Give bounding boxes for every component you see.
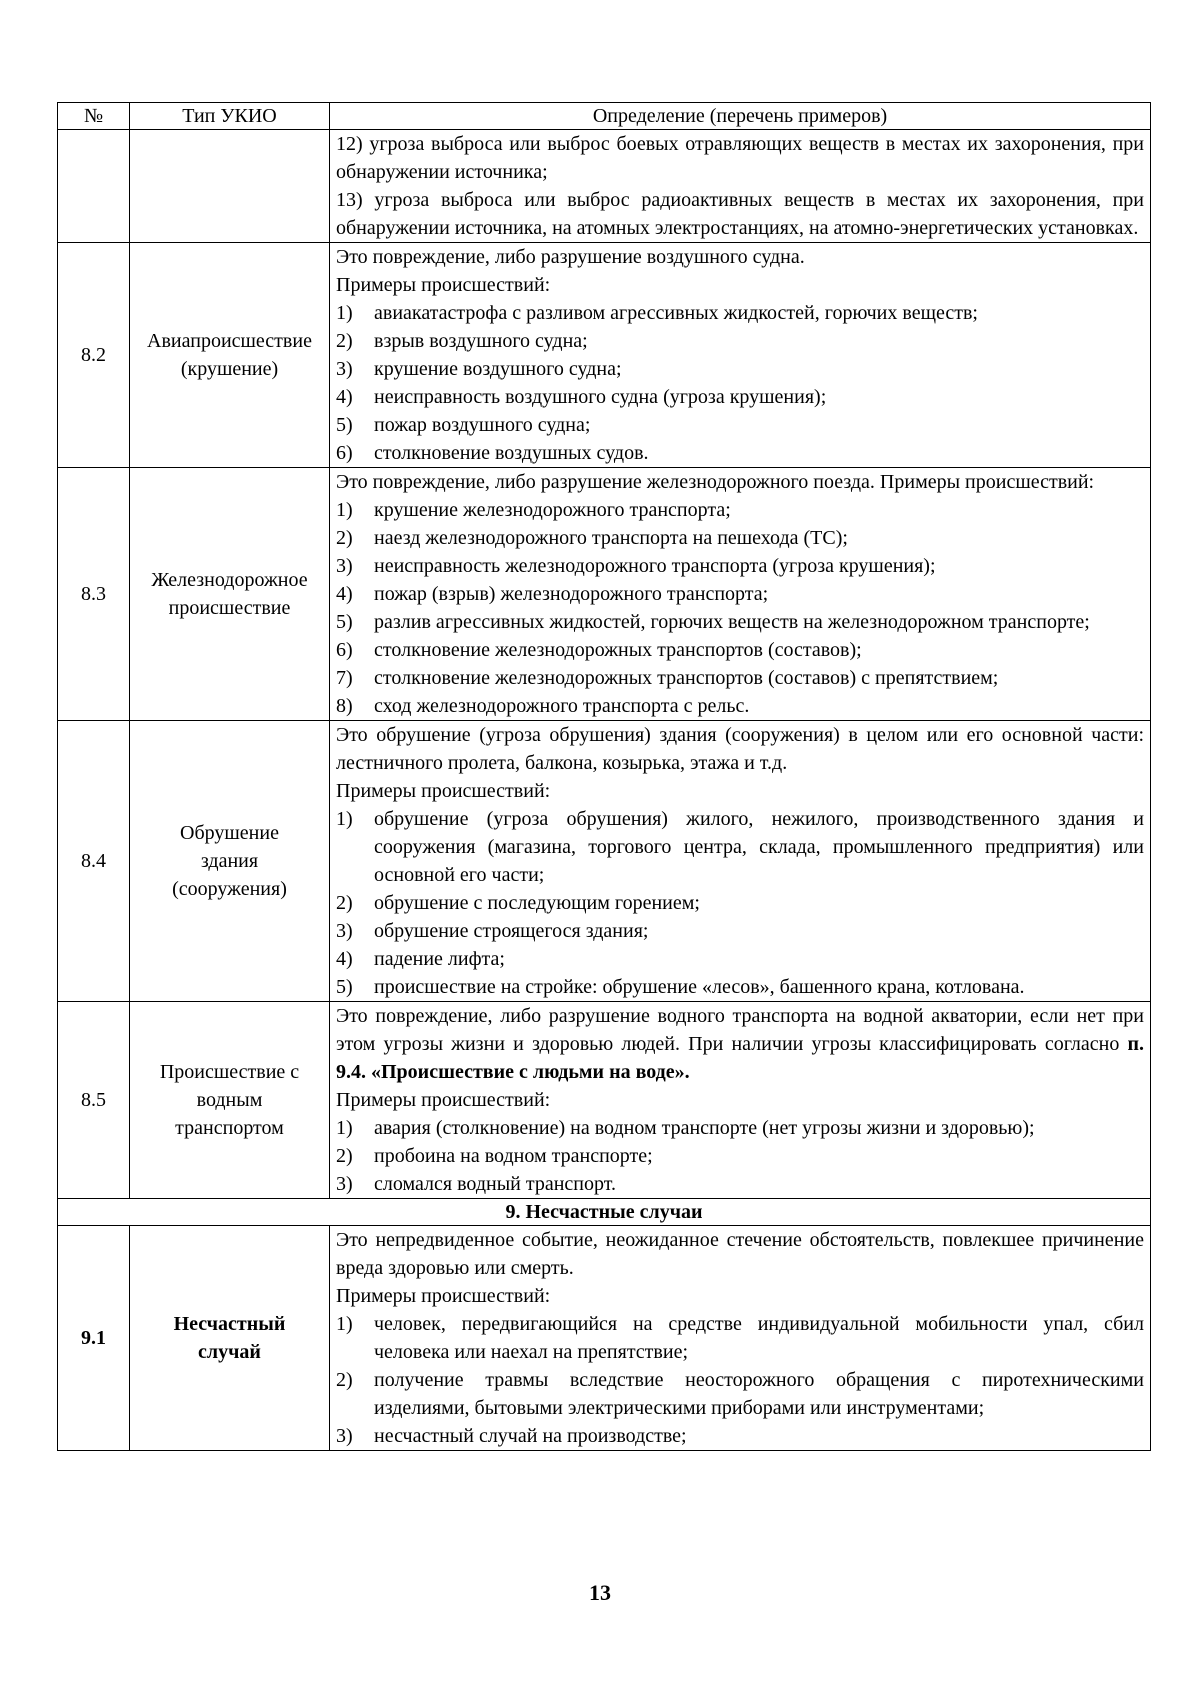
definition-text: Это непредвиденное событие, неожиданное стечение обстоятельств, повлекшее причинение вреда здоровью или смерть. [336, 1229, 1144, 1279]
item-text: крушение воздушного судна; [374, 358, 622, 380]
item-text: обрушение строящегося здания; [374, 920, 649, 942]
item-number: 5) [336, 976, 353, 998]
item-number: 6) [336, 639, 353, 661]
item-number: 1) [336, 302, 353, 324]
definition-text: Это обрушение (угроза обрушения) здания (сооружения) в целом или его основной части: лестничного пролета, балкона, козырька, этажа и т.д. [336, 724, 1144, 774]
item-number: 5) [336, 414, 353, 436]
item-number: 1) [336, 1117, 353, 1139]
item-number: 4) [336, 583, 353, 605]
row-type-line: Происшествие с [159, 1061, 300, 1083]
definition-text: Это повреждение, либо разрушение железнодорожного поезда. Примеры происшествий: [336, 471, 1095, 493]
list-item [336, 411, 1144, 439]
item-number: 2) [336, 1145, 353, 1167]
item-text: несчастный случай на производстве; [374, 1425, 687, 1447]
list-item [336, 580, 1144, 608]
item-number: 1) [336, 499, 353, 521]
item-text: происшествие на стройке: обрушение «лесов», башенного крана, котлована. [374, 976, 1025, 998]
row-number: 8.2 [58, 243, 130, 468]
item-text: разлив агрессивных жидкостей, горючих веществ на железнодорожном транспорте; [374, 611, 1090, 633]
item-text: пожар воздушного судна; [374, 414, 591, 436]
row-type-line: Авиапроисшествие [147, 330, 312, 352]
list-item [336, 552, 1144, 580]
list-item [336, 439, 1144, 467]
list-item [336, 889, 1144, 917]
item-text: крушение железнодорожного транспорта; [374, 499, 731, 521]
item-text: столкновение железнодорожных транспортов (составов); [374, 639, 862, 661]
item-number: 3) [336, 358, 353, 380]
item-text: столкновение железнодорожных транспортов (составов) с препятствием; [374, 667, 999, 689]
row-type [130, 1002, 330, 1199]
table-row [58, 721, 1151, 1002]
table-row [58, 1002, 1151, 1199]
definition-text: Это повреждение, либо разрушение воздушного судна. [336, 246, 805, 268]
classification-table [57, 102, 1151, 1451]
section-title: 9. Несчастные случаи [58, 1199, 1151, 1226]
row-type [130, 243, 330, 468]
list-item [336, 327, 1144, 355]
definition-text [336, 1002, 1144, 1086]
item-number: 2) [336, 330, 353, 352]
header-num: № [58, 103, 130, 130]
item-number: 4) [336, 948, 353, 970]
continuation-type-cell [130, 130, 330, 243]
list-item [336, 1170, 1144, 1198]
item-number: 8) [336, 695, 353, 717]
row-type-line: водным [196, 1089, 263, 1111]
row-number: 9.1 [58, 1226, 130, 1451]
table-row [58, 243, 1151, 468]
item-text: падение лифта; [374, 948, 505, 970]
row-definition [330, 1002, 1151, 1199]
item-number: 2) [336, 527, 353, 549]
cross-reference: п. 9.4. «Происшествие с людьми на воде». [336, 1033, 1144, 1083]
table-row [58, 1226, 1151, 1451]
item-text: обрушение с последующим горением; [374, 892, 700, 914]
item-number: 3) [336, 1173, 353, 1195]
item-text: взрыв воздушного судна; [374, 330, 588, 352]
list-item [336, 496, 1144, 524]
list-item [336, 805, 1144, 889]
continuation-row [58, 130, 1151, 243]
list-item [336, 1366, 1144, 1422]
row-type [130, 721, 330, 1002]
list-item [336, 1310, 1144, 1366]
item-number: 4) [336, 386, 353, 408]
row-type-line: случай [198, 1341, 261, 1363]
examples-heading: Примеры происшествий: [336, 274, 551, 296]
item-text: неисправность воздушного судна (угроза крушения); [374, 386, 827, 408]
list-item [336, 1422, 1144, 1450]
row-type [130, 468, 330, 721]
item-text: обрушение (угроза обрушения) жилого, нежилого, производственного здания и сооружения (магазина, торгового центра, склада, промышленного предприятия) или основной его части; [374, 808, 1144, 886]
table-header-row [58, 103, 1151, 130]
item-text: авиакатастрофа с разливом агрессивных жидкостей, горючих веществ; [374, 302, 978, 324]
row-number: 8.3 [58, 468, 130, 721]
list-item [336, 692, 1144, 720]
row-type-line: здания [200, 850, 259, 872]
item-number: 7) [336, 667, 353, 689]
page-number: 13 [589, 1580, 611, 1605]
list-item [336, 664, 1144, 692]
row-definition [330, 468, 1151, 721]
item-number: 3) [336, 555, 353, 577]
list-item [336, 973, 1144, 1001]
item-text: сход железнодорожного транспорта с рельс. [374, 695, 750, 717]
continuation-definition-cell [330, 130, 1151, 243]
item-number: 3) [336, 1425, 353, 1447]
list-item [336, 636, 1144, 664]
list-item [336, 299, 1144, 327]
list-item [336, 608, 1144, 636]
list-item [336, 1114, 1144, 1142]
item-number: 6) [336, 442, 353, 464]
item-text: пробоина на водном транспорте; [374, 1145, 653, 1167]
row-type-line: (сооружения) [172, 878, 287, 900]
row-definition [330, 721, 1151, 1002]
continuation-item-12: 12) угроза выброса или выброс боевых отравляющих веществ в местах их захоронения, при обнаружении источника; [336, 133, 1144, 183]
header-type: Тип УКИО [130, 103, 330, 130]
item-text: человек, передвигающийся на средстве индивидуальной мобильности упал, сбил человека или наехал на препятствие; [374, 1313, 1144, 1363]
definition-text-part: Это повреждение, либо разрушение водного транспорта на водной акватории, если нет при этом угрозы жизни и здоровью людей. При наличии угрозы классифицировать согласно [336, 1005, 1144, 1055]
item-number: 3) [336, 920, 353, 942]
item-text: столкновение воздушных судов. [374, 442, 649, 464]
list-item [336, 917, 1144, 945]
examples-heading: Примеры происшествий: [336, 780, 551, 802]
row-type-line: Обрушение [180, 822, 279, 844]
row-definition [330, 243, 1151, 468]
list-item [336, 945, 1144, 973]
row-number: 8.5 [58, 1002, 130, 1199]
examples-heading: Примеры происшествий: [336, 1285, 551, 1307]
row-type-line: (крушение) [180, 358, 279, 380]
row-type-line: Железнодорожное [151, 569, 308, 591]
list-item [336, 524, 1144, 552]
list-item [336, 383, 1144, 411]
list-item [336, 355, 1144, 383]
item-text: пожар (взрыв) железнодорожного транспорта; [374, 583, 769, 605]
row-type-line: Несчастный [173, 1313, 286, 1335]
item-text: наезд железнодорожного транспорта на пешехода (ТС); [374, 527, 848, 549]
item-text: получение травмы вследствие неосторожного обращения с пиротехническими изделиями, бытовыми электрическими приборами или инструментами; [374, 1369, 1144, 1419]
continuation-item-13: 13) угроза выброса или выброс радиоактивных веществ в местах их захоронения, при обнаружении источника, на атомных электростанциях, на атомно-энергетических установках. [336, 189, 1144, 239]
item-number: 1) [336, 808, 353, 830]
row-type-line: происшествие [168, 597, 291, 619]
item-text: авария (столкновение) на водном транспорте (нет угрозы жизни и здоровью); [374, 1117, 1035, 1139]
row-definition [330, 1226, 1151, 1451]
section-row [58, 1199, 1151, 1226]
row-type [130, 1226, 330, 1451]
item-text: сломался водный транспорт. [374, 1173, 616, 1195]
item-number: 2) [336, 892, 353, 914]
examples-heading: Примеры происшествий: [336, 1089, 551, 1111]
header-definition: Определение (перечень примеров) [330, 103, 1151, 130]
row-number: 8.4 [58, 721, 130, 1002]
table-row [58, 468, 1151, 721]
row-type-line: транспортом [175, 1117, 284, 1139]
item-number: 5) [336, 611, 353, 633]
continuation-num-cell [58, 130, 130, 243]
list-item [336, 1142, 1144, 1170]
item-text: неисправность железнодорожного транспорта (угроза крушения); [374, 555, 936, 577]
item-number: 1) [336, 1313, 353, 1335]
item-number: 2) [336, 1369, 353, 1391]
